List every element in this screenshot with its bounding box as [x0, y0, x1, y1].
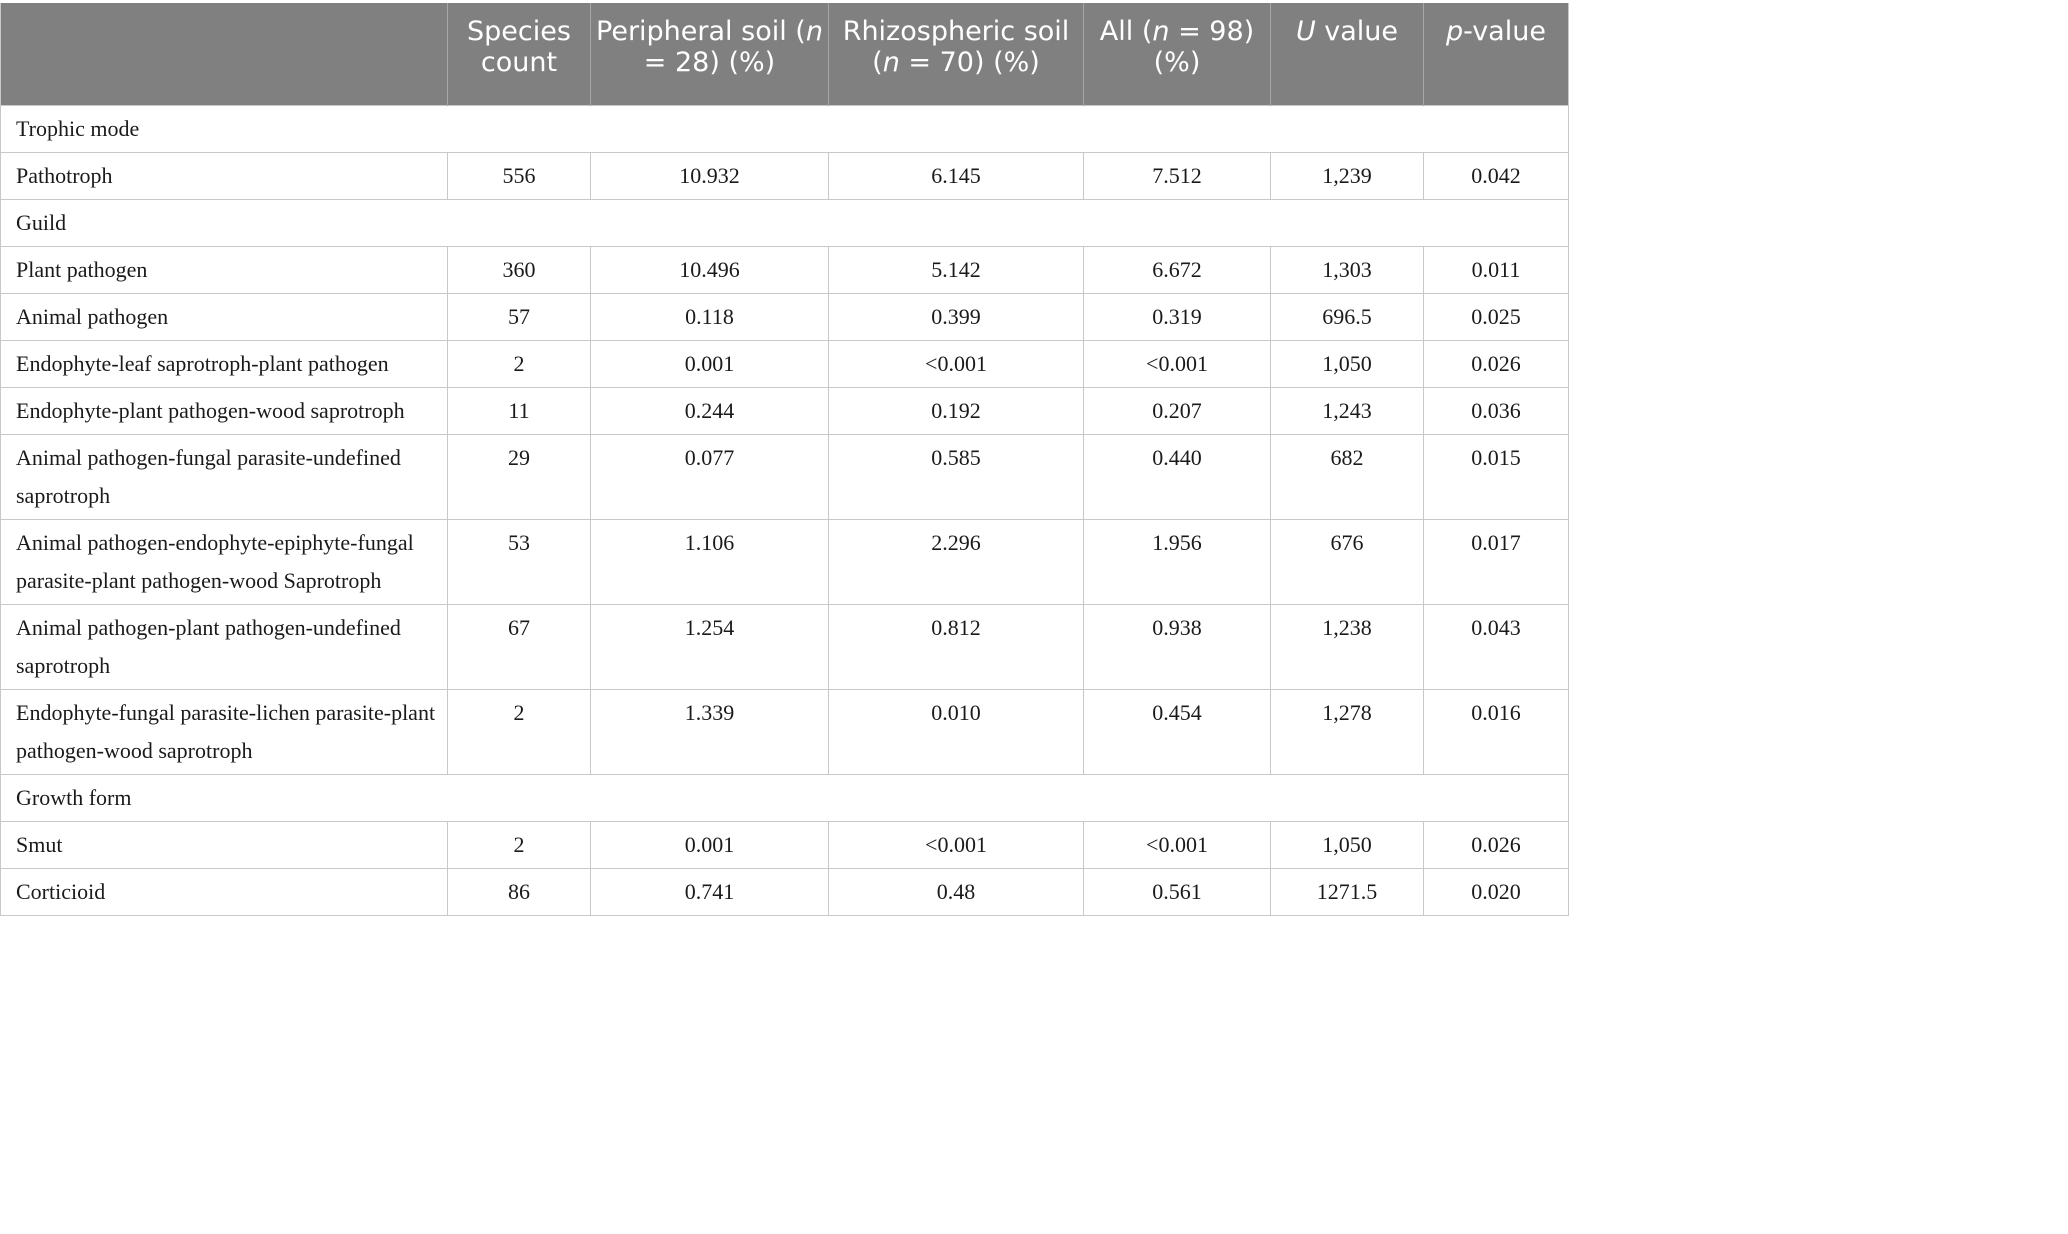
header-peripheral-soil: Peripheral soil (n = 28) (%) [591, 3, 829, 105]
all-cell: 0.207 [1084, 387, 1271, 434]
header-u-value: U value [1271, 3, 1424, 105]
u-value-cell: 1,278 [1271, 689, 1424, 774]
all-cell: 1.956 [1084, 519, 1271, 604]
data-table [0, 3, 1569, 916]
all-cell: 0.319 [1084, 293, 1271, 340]
rhizospheric-cell: 6.145 [829, 152, 1084, 199]
all-cell: 7.512 [1084, 152, 1271, 199]
p-value-cell: 0.016 [1424, 689, 1569, 774]
table-row [1, 434, 1569, 519]
row-label: Endophyte-leaf saprotroph-plant pathogen [1, 340, 448, 387]
rhizospheric-cell: 0.585 [829, 434, 1084, 519]
table-row [1, 821, 1569, 868]
u-value-cell: 1271.5 [1271, 868, 1424, 915]
peripheral-cell: 10.932 [591, 152, 829, 199]
p-value-cell: 0.042 [1424, 152, 1569, 199]
row-label: Corticioid [1, 868, 448, 915]
rhizospheric-cell: 5.142 [829, 246, 1084, 293]
all-cell: 6.672 [1084, 246, 1271, 293]
row-label: Plant pathogen [1, 246, 448, 293]
peripheral-cell: 0.001 [591, 340, 829, 387]
peripheral-cell: 0.244 [591, 387, 829, 434]
row-label: Endophyte-fungal parasite-lichen parasite-plant pathogen-wood saprotroph [1, 689, 448, 774]
species-count-cell: 11 [448, 387, 591, 434]
rhizospheric-cell: <0.001 [829, 340, 1084, 387]
u-value-cell: 1,050 [1271, 340, 1424, 387]
section-row [1, 199, 1569, 246]
row-label: Animal pathogen-plant pathogen-undefined saprotroph [1, 604, 448, 689]
species-count-cell: 57 [448, 293, 591, 340]
u-value-cell: 1,243 [1271, 387, 1424, 434]
header-rhizospheric-soil: Rhizospheric soil (n = 70) (%) [829, 3, 1084, 105]
header-label [1, 3, 448, 105]
p-value-cell: 0.020 [1424, 868, 1569, 915]
section-trophic-mode: Trophic mode [1, 105, 1569, 152]
row-label: Smut [1, 821, 448, 868]
rhizospheric-cell: 0.399 [829, 293, 1084, 340]
peripheral-cell: 1.254 [591, 604, 829, 689]
row-label: Animal pathogen-fungal parasite-undefined saprotroph [1, 434, 448, 519]
rhizospheric-cell: 0.48 [829, 868, 1084, 915]
table-row [1, 519, 1569, 604]
all-cell: 0.938 [1084, 604, 1271, 689]
peripheral-cell: 0.118 [591, 293, 829, 340]
all-cell: 0.561 [1084, 868, 1271, 915]
peripheral-cell: 0.077 [591, 434, 829, 519]
p-value-cell: 0.011 [1424, 246, 1569, 293]
peripheral-cell: 1.339 [591, 689, 829, 774]
all-cell: <0.001 [1084, 821, 1271, 868]
peripheral-cell: 1.106 [591, 519, 829, 604]
row-label: Endophyte-plant pathogen-wood saprotroph [1, 387, 448, 434]
u-value-cell: 1,303 [1271, 246, 1424, 293]
u-value-cell: 1,238 [1271, 604, 1424, 689]
u-value-cell: 1,050 [1271, 821, 1424, 868]
u-value-cell: 696.5 [1271, 293, 1424, 340]
header-species-count: Species count [448, 3, 591, 105]
table-row [1, 868, 1569, 915]
table-row [1, 340, 1569, 387]
species-count-cell: 86 [448, 868, 591, 915]
species-count-cell: 2 [448, 340, 591, 387]
section-growth-form: Growth form [1, 774, 1569, 821]
all-cell: 0.440 [1084, 434, 1271, 519]
peripheral-cell: 10.496 [591, 246, 829, 293]
table-row [1, 387, 1569, 434]
p-value-cell: 0.015 [1424, 434, 1569, 519]
u-value-cell: 682 [1271, 434, 1424, 519]
species-count-cell: 2 [448, 689, 591, 774]
table-row [1, 152, 1569, 199]
rhizospheric-cell: 2.296 [829, 519, 1084, 604]
table-row [1, 689, 1569, 774]
rhizospheric-cell: 0.812 [829, 604, 1084, 689]
row-label: Animal pathogen-endophyte-epiphyte-fungal parasite-plant pathogen-wood Saprotroph [1, 519, 448, 604]
species-count-cell: 53 [448, 519, 591, 604]
all-cell: <0.001 [1084, 340, 1271, 387]
header-p-value: p-value [1424, 3, 1569, 105]
species-count-cell: 2 [448, 821, 591, 868]
peripheral-cell: 0.741 [591, 868, 829, 915]
p-value-cell: 0.025 [1424, 293, 1569, 340]
section-row [1, 105, 1569, 152]
table-row [1, 604, 1569, 689]
species-count-cell: 29 [448, 434, 591, 519]
u-value-cell: 1,239 [1271, 152, 1424, 199]
table-row [1, 246, 1569, 293]
species-count-cell: 556 [448, 152, 591, 199]
rhizospheric-cell: <0.001 [829, 821, 1084, 868]
all-cell: 0.454 [1084, 689, 1271, 774]
row-label: Animal pathogen [1, 293, 448, 340]
section-row [1, 774, 1569, 821]
header-row [1, 3, 1569, 105]
peripheral-cell: 0.001 [591, 821, 829, 868]
u-value-cell: 676 [1271, 519, 1424, 604]
header-all: All (n = 98) (%) [1084, 3, 1271, 105]
section-guild: Guild [1, 199, 1569, 246]
species-count-cell: 360 [448, 246, 591, 293]
p-value-cell: 0.043 [1424, 604, 1569, 689]
p-value-cell: 0.026 [1424, 821, 1569, 868]
species-count-cell: 67 [448, 604, 591, 689]
p-value-cell: 0.017 [1424, 519, 1569, 604]
p-value-cell: 0.026 [1424, 340, 1569, 387]
rhizospheric-cell: 0.192 [829, 387, 1084, 434]
row-label: Pathotroph [1, 152, 448, 199]
p-value-cell: 0.036 [1424, 387, 1569, 434]
rhizospheric-cell: 0.010 [829, 689, 1084, 774]
table-row [1, 293, 1569, 340]
